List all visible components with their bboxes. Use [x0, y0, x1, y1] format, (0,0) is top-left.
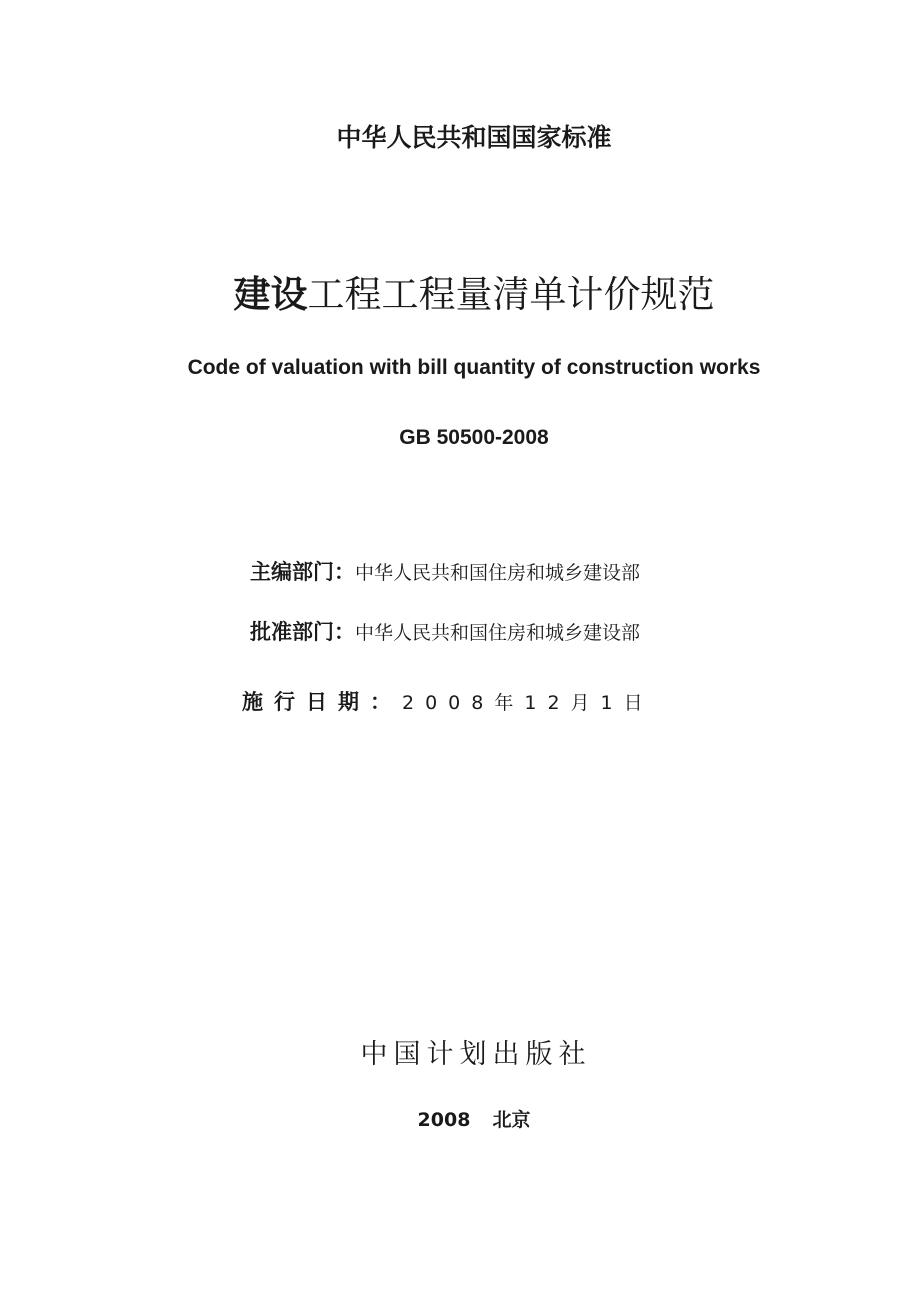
publication-city: 北京 [492, 1109, 531, 1131]
publisher-name: 中国计划出版社 [360, 1039, 592, 1070]
chief-editor-row [250, 556, 640, 586]
approver-value: 中华人民共和国住房和城乡建设部 [355, 622, 641, 644]
effective-date-label: 施行日期： [242, 690, 402, 714]
title-normal-part: 工程工程量清单计价规范 [307, 273, 715, 316]
effective-date-row [242, 686, 654, 716]
standard-type-heading: 中华人民共和国国家标准 [336, 123, 612, 152]
approver-row [250, 616, 640, 646]
chief-editor-label: 主编部门： [250, 560, 355, 584]
document-title-chinese [14, 264, 920, 318]
document-title-english: Code of valuation with bill quantity of construction works [187, 356, 761, 379]
title-bold-part: 建设 [233, 273, 308, 316]
effective-date-value: 2008年12月1日 [402, 692, 654, 714]
chief-editor-value: 中华人民共和国住房和城乡建设部 [355, 562, 641, 584]
publication-year: 2008 [417, 1109, 471, 1131]
standard-number: GB 50500-2008 [399, 426, 549, 449]
approver-label: 批准部门： [250, 620, 355, 644]
publication-year-city [14, 1105, 920, 1132]
